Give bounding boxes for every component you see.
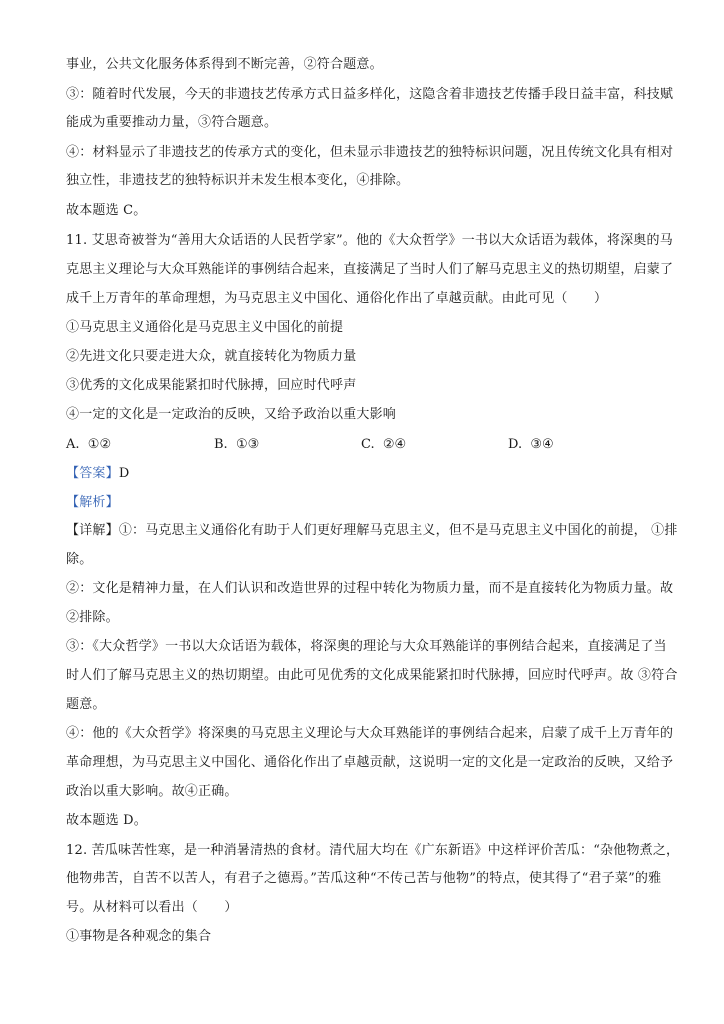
option-a: A. ①②	[66, 437, 112, 452]
question-12-stem: 12. 苦瓜味苦性寒，是一种消暑清热的食材。清代屈大均在《广东新语》中这样评价苦瓜：“杂他物煮之，	[66, 843, 680, 858]
text-line: 除。	[66, 552, 93, 567]
text-line: ④：材料显示了非遗技艺的传承方式的变化，但未显示非遗技艺的独特标识问题，况且传统文化具有相对	[66, 145, 674, 160]
statement-3: ③优秀的文化成果能紧扣时代脉搏，回应时代呼声	[66, 378, 357, 393]
detail-tag: 【详解】	[66, 523, 119, 538]
question-11-stem: 11. 艾思奇被誉为“善用大众话语的人民哲学家”。他的《大众哲学》一书以大众话语为载体，将深奥的马	[66, 233, 673, 248]
text-line: 故本题选 C。	[66, 203, 147, 218]
statement-1: ①事物是各种观念的集合	[66, 929, 212, 944]
option-d: D. ③④	[508, 437, 554, 452]
statement-1: ①马克思主义通俗化是马克思主义中国化的前提	[66, 320, 344, 335]
analysis-tag: 【解析】	[66, 495, 119, 510]
text-line: ③：随着时代发展，今天的非遗技艺传承方式日益多样化，这隐含着非遗技艺传播手段日益丰富，科技赋	[66, 87, 674, 102]
text-line: 号。从材料可以看出（ ）	[66, 900, 238, 915]
text-line: ②：文化是精神力量，在人们认识和改造世界的过程中转化为物质力量，而不是直接转化为物质力量。故	[66, 581, 674, 596]
text-line: ②排除。	[66, 610, 119, 625]
answer-line	[66, 465, 129, 483]
option-c: C. ②④	[361, 437, 407, 452]
statement-4: ④一定的文化是一定政治的反映，又给予政治以重大影响	[66, 407, 397, 422]
text-line: 题意。	[66, 697, 106, 712]
text-line: 独立性，非遗技艺的独特标识并未发生根本变化，④排除。	[66, 173, 410, 188]
text-line: ③：《大众哲学》一书以大众话语为载体，将深奥的理论与大众耳熟能详的事例结合起来，直接满足了当	[66, 639, 667, 654]
analysis-line	[66, 494, 119, 512]
option-b: B. ①③	[214, 437, 260, 452]
text-line: 事业，公共文化服务体系得到不断完善，②符合题意。	[66, 57, 383, 72]
text-line: 政治以重大影响。故④正确。	[66, 784, 238, 799]
text-line: 故本题选 D。	[66, 813, 147, 828]
text-line: 他物弗苦，自苦不以苦人，有君子之德焉。”苦瓜这种“不传己苦与他物”的特点，使其得了“君子菜”的雅	[66, 871, 662, 886]
statement-2: ②先进文化只要走进大众，就直接转化为物质力量	[66, 349, 357, 364]
text-line: 成千上万青年的革命理想，为马克思主义中国化、通俗化作出了卓越贡献。由此可见（ ）	[66, 291, 608, 306]
text-line: 能成为重要推动力量，③符合题意。	[66, 115, 278, 130]
text-line: ④：他的《大众哲学》将深奥的马克思主义理论与大众耳熟能详的事例结合起来，启蒙了成千上万青年的	[66, 726, 674, 741]
text-line: 克思主义理论与大众耳熟能详的事例结合起来，直接满足了当时人们了解马克思主义的热切期望，启蒙了	[66, 262, 674, 277]
answer-tag: 【答案】	[66, 466, 119, 481]
text-line: 革命理想，为马克思主义中国化、通俗化作出了卓越贡献，这说明一定的文化是一定政治的反映，又给予	[66, 755, 674, 770]
text-line: 时人们了解马克思主义的热切期望。由此可见优秀的文化成果能紧扣时代脉搏，回应时代呼声。故 ③符合	[66, 668, 678, 683]
answer-value: D	[118, 466, 130, 481]
detail-line: 【详解】①：马克思主义通俗化有助于人们更好理解马克思主义，但不是马克思主义中国化的前提， ①排	[66, 523, 678, 538]
